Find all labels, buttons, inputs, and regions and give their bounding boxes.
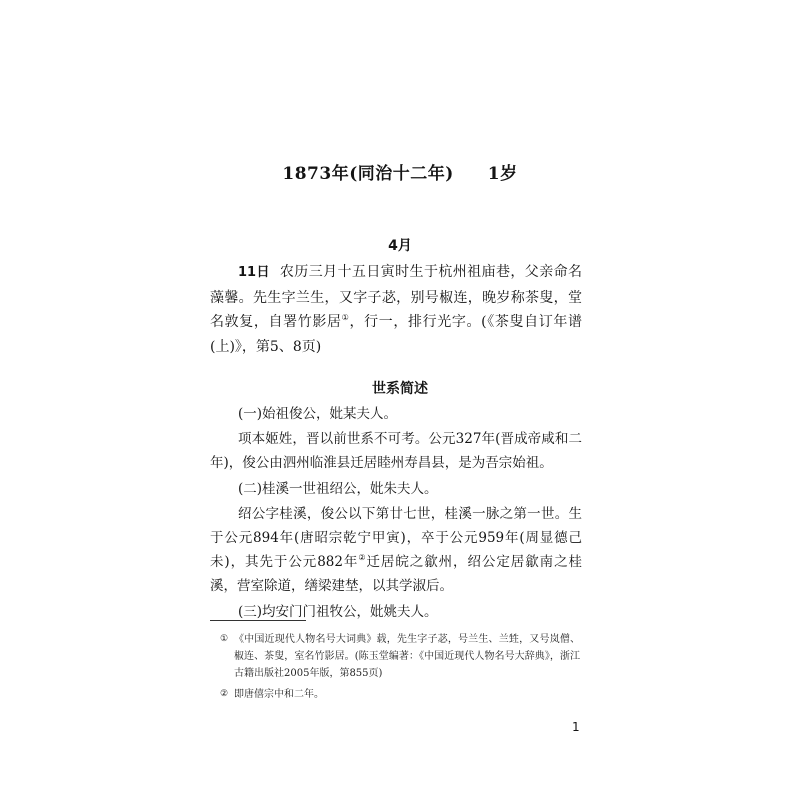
page-number: 1 [572,720,580,734]
footnote-1-text: 《中国近现代人物名号大词典》载，先生字子苾，号兰生、兰甡，又号岚僧、椒连、茶叟，室名竹影居。(陈玉堂编著：《中国近现代人物名号大辞典》，浙江古籍出版社2005年版，第855页) [234,634,580,679]
genealogy-paragraph-2-b: 迁居皖之歙州，绍公定居歙南之桂溪，营室除道，缮梁建埜，以其学淑后。 [210,554,583,595]
month-heading: 4月 [388,238,412,254]
footnote-divider [210,620,306,621]
entry-date: 11日 [238,265,270,280]
year-label: 1873年(同治十二年) [282,164,454,184]
footnote-1 [210,631,580,682]
footnote-2 [210,686,580,703]
footnote-2-text: 即唐僖宗中和二年。 [234,689,324,700]
footnote-1-mark: ① [220,634,229,644]
footnote-ref-2[interactable]: ② [358,553,367,563]
genealogy-section [210,402,582,624]
footnote-2-mark: ② [220,689,229,699]
genealogy-paragraph-1: 项本姬姓，晋以前世系不可考。公元327年(晋成帝咸和二年)，俊公由泗州临淮县迁居睦州寿昌县，是为吾宗始祖。 [210,431,582,472]
footnote-ref-1[interactable]: ① [341,313,350,322]
genealogy-paragraph-2-a: 绍公字桂溪，俊公以下第廿七世，桂溪一脉之第一世。生于公元894年(唐昭宗乾宁甲寅)，卒于公元959年(周显德己未)，其先于公元882年 [210,505,582,571]
diary-entry [210,260,582,359]
genealogy-item-2: (二)桂溪一世祖绍公，妣朱夫人。 [238,480,438,497]
genealogy-paragraph-2 [210,502,582,599]
footnotes [210,631,580,703]
age-label: 1岁 [487,164,518,184]
genealogy-item-3: (三)均安门门祖牧公，妣姚夫人。 [238,603,438,620]
entry-text-part2: ，行一，排行光字。(《茶叟自订年谱(上)》，第5、8页) [210,314,583,355]
genealogy-item-1: (一)始祖俊公，妣某夫人。 [238,406,398,422]
entry-text-part1: 农历三月十五日寅时生于杭州祖庙巷，父亲命名藻馨。先生字兰生，又字子苾，别号椒连，晚岁称茶叟，堂名敦复，自署竹影居 [210,264,583,330]
section-heading: 世系简述 [372,381,428,397]
year-title [0,159,800,184]
